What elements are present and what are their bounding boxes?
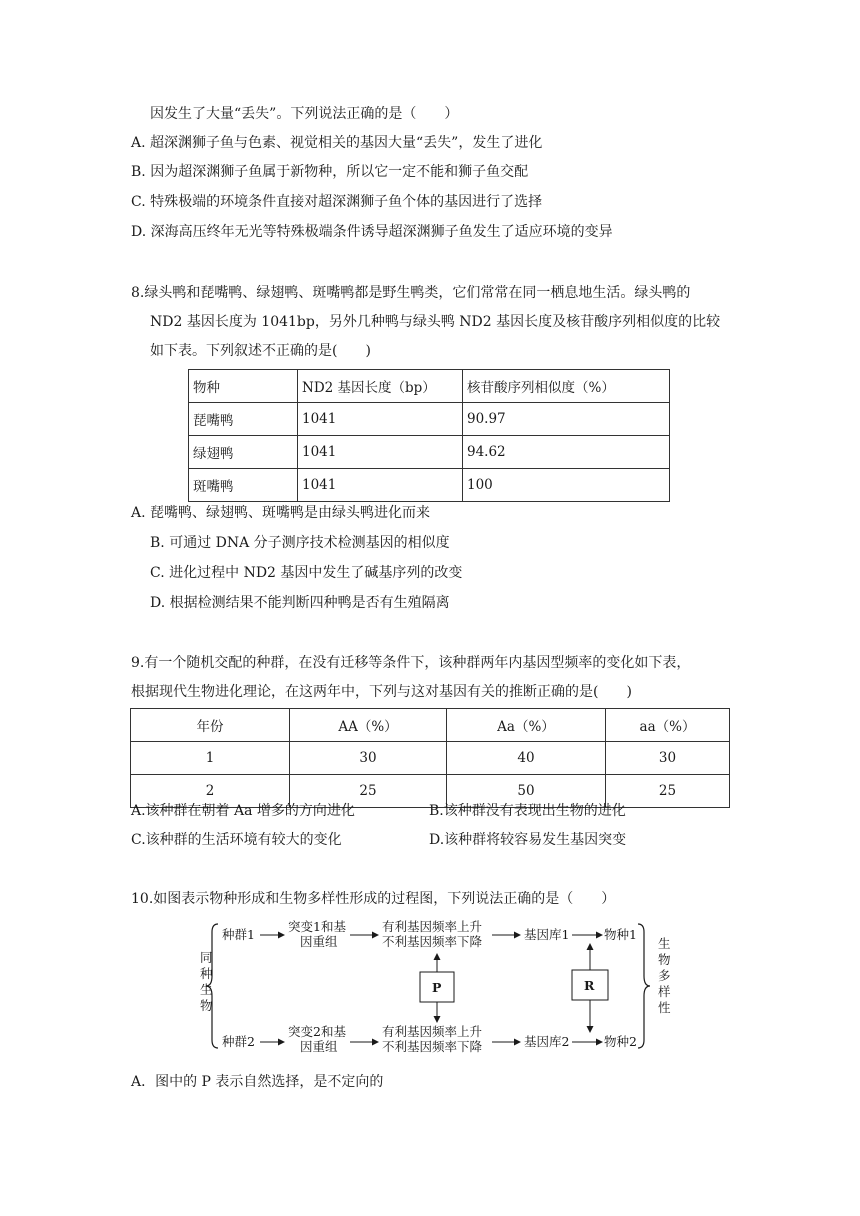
- q9-header-AA: AA（%）: [290, 709, 447, 742]
- row2-species: 物种2: [604, 1034, 637, 1049]
- q7-option-b: B. 因为超深渊狮子鱼属于新物种，所以它一定不能和狮子鱼交配: [131, 164, 529, 180]
- q8-header-length: ND2 基因长度（bp）: [298, 370, 463, 403]
- q8-table-header-row: [189, 370, 670, 403]
- q8-cell: 1041: [298, 403, 463, 436]
- table-row: [189, 436, 670, 469]
- q9-header-year: 年份: [131, 709, 290, 742]
- q8-option-a: A. 琵嘴鸭、绿翅鸭、斑嘴鸭是由绿头鸭进化而来: [131, 505, 431, 521]
- q9-option-d: D.该种群将较容易发生基因突变: [429, 832, 627, 848]
- q7-option-c: C. 特殊极端的环境条件直接对超深渊狮子鱼个体的基因进行了选择: [131, 194, 543, 210]
- q9-cell: 50: [447, 775, 606, 808]
- q8-cell: 100: [463, 469, 670, 502]
- row1-population: 种群1: [222, 927, 255, 942]
- row2-population: 种群2: [222, 1034, 255, 1049]
- right-brace: [638, 924, 650, 1048]
- q8-table: [188, 369, 670, 502]
- q8-cell: 琵嘴鸭: [189, 403, 298, 436]
- table-row: [189, 403, 670, 436]
- q8-cell: 1041: [298, 436, 463, 469]
- q9-option-b: B.该种群没有表现出生物的进化: [429, 803, 626, 819]
- row1-mutation-line1: 突变1和基: [288, 919, 346, 934]
- row2-freq-up: 有利基因频率上升: [382, 1024, 483, 1039]
- q9-header-Aa: Aa（%）: [447, 709, 606, 742]
- row1-freq-down: 不利基因频率下降: [382, 934, 483, 949]
- row1-gene-pool: 基因库1: [524, 927, 570, 942]
- q9-cell: 1: [131, 742, 290, 775]
- q10-option-a: A．图中的 P 表示自然选择，是不定向的: [131, 1074, 384, 1090]
- q7-option-a: A. 超深渊狮子鱼与色素、视觉相关的基因大量“丢失”，发生了进化: [131, 135, 543, 151]
- speciation-diagram: [192, 918, 672, 1056]
- table-row: [189, 469, 670, 502]
- table-row: [131, 742, 730, 775]
- box-p-label: P: [432, 980, 442, 995]
- q8-option-d: D. 根据检测结果不能判断四种鸭是否有生殖隔离: [150, 595, 450, 611]
- row2-mutation-line2: 因重组: [300, 1039, 338, 1054]
- q8-cell: 94.62: [463, 436, 670, 469]
- q8-stem-line-2: ND2 基因长度为 1041bp，另外几种鸭与绿头鸭 ND2 基因长度及核苷酸序列相似度的比较: [150, 314, 721, 330]
- q10-stem: 10.如图表示物种形成和生物多样性形成的过程图，下列说法正确的是（ ）: [131, 891, 616, 907]
- left-group-label: 同种生物: [200, 950, 213, 1013]
- q8-cell: 90.97: [463, 403, 670, 436]
- q8-cell: 斑嘴鸭: [189, 469, 298, 502]
- q9-cell: 30: [606, 742, 730, 775]
- q8-stem-line-1: 8.绿头鸭和琵嘴鸭、绿翅鸭、斑嘴鸭都是野生鸭类，它们常常在同一栖息地生活。绿头鸭的: [131, 285, 691, 301]
- q9-cell: 40: [447, 742, 606, 775]
- q7-stem-tail: 因发生了大量“丢失”。下列说法正确的是（ ）: [150, 106, 459, 122]
- row1-freq-up: 有利基因频率上升: [382, 919, 483, 934]
- row2-gene-pool: 基因库2: [524, 1034, 570, 1049]
- q9-table-header-row: [131, 709, 730, 742]
- row2-freq-down: 不利基因频率下降: [382, 1039, 483, 1054]
- q8-header-similarity: 核苷酸序列相似度（%）: [463, 370, 670, 403]
- q9-cell: 2: [131, 775, 290, 808]
- q9-cell: 25: [290, 775, 447, 808]
- box-r-label: R: [584, 978, 595, 993]
- q9-stem-line-1: 9.有一个随机交配的种群，在没有迁移等条件下，该种群两年内基因型频率的变化如下表，: [131, 655, 691, 671]
- right-group-label: 生物多样性: [658, 936, 671, 1015]
- q9-table: [130, 708, 730, 808]
- q8-option-b: B. 可通过 DNA 分子测序技术检测基因的相似度: [150, 535, 450, 551]
- q7-option-d: D. 深海高压终年无光等特殊极端条件诱导超深渊狮子鱼发生了适应环境的变异: [131, 224, 613, 240]
- q9-option-c: C.该种群的生活环境有较大的变化: [131, 832, 342, 848]
- q8-cell: 绿翅鸭: [189, 436, 298, 469]
- row2-mutation-line1: 突变2和基: [288, 1024, 346, 1039]
- q9-header-aa: aa（%）: [606, 709, 730, 742]
- q9-option-a: A.该种群在朝着 Aa 增多的方向进化: [131, 803, 355, 819]
- q8-cell: 1041: [298, 469, 463, 502]
- q8-header-species: 物种: [189, 370, 298, 403]
- row1-species: 物种1: [604, 927, 637, 942]
- q9-stem-line-2: 根据现代生物进化理论，在这两年中，下列与这对基因有关的推断正确的是( ): [131, 684, 632, 700]
- q9-cell: 25: [606, 775, 730, 808]
- q8-stem-line-3: 如下表。下列叙述不正确的是( ): [150, 343, 371, 359]
- q8-option-c: C. 进化过程中 ND2 基因中发生了碱基序列的改变: [150, 565, 463, 581]
- q9-cell: 30: [290, 742, 447, 775]
- row1-mutation-line2: 因重组: [300, 934, 338, 949]
